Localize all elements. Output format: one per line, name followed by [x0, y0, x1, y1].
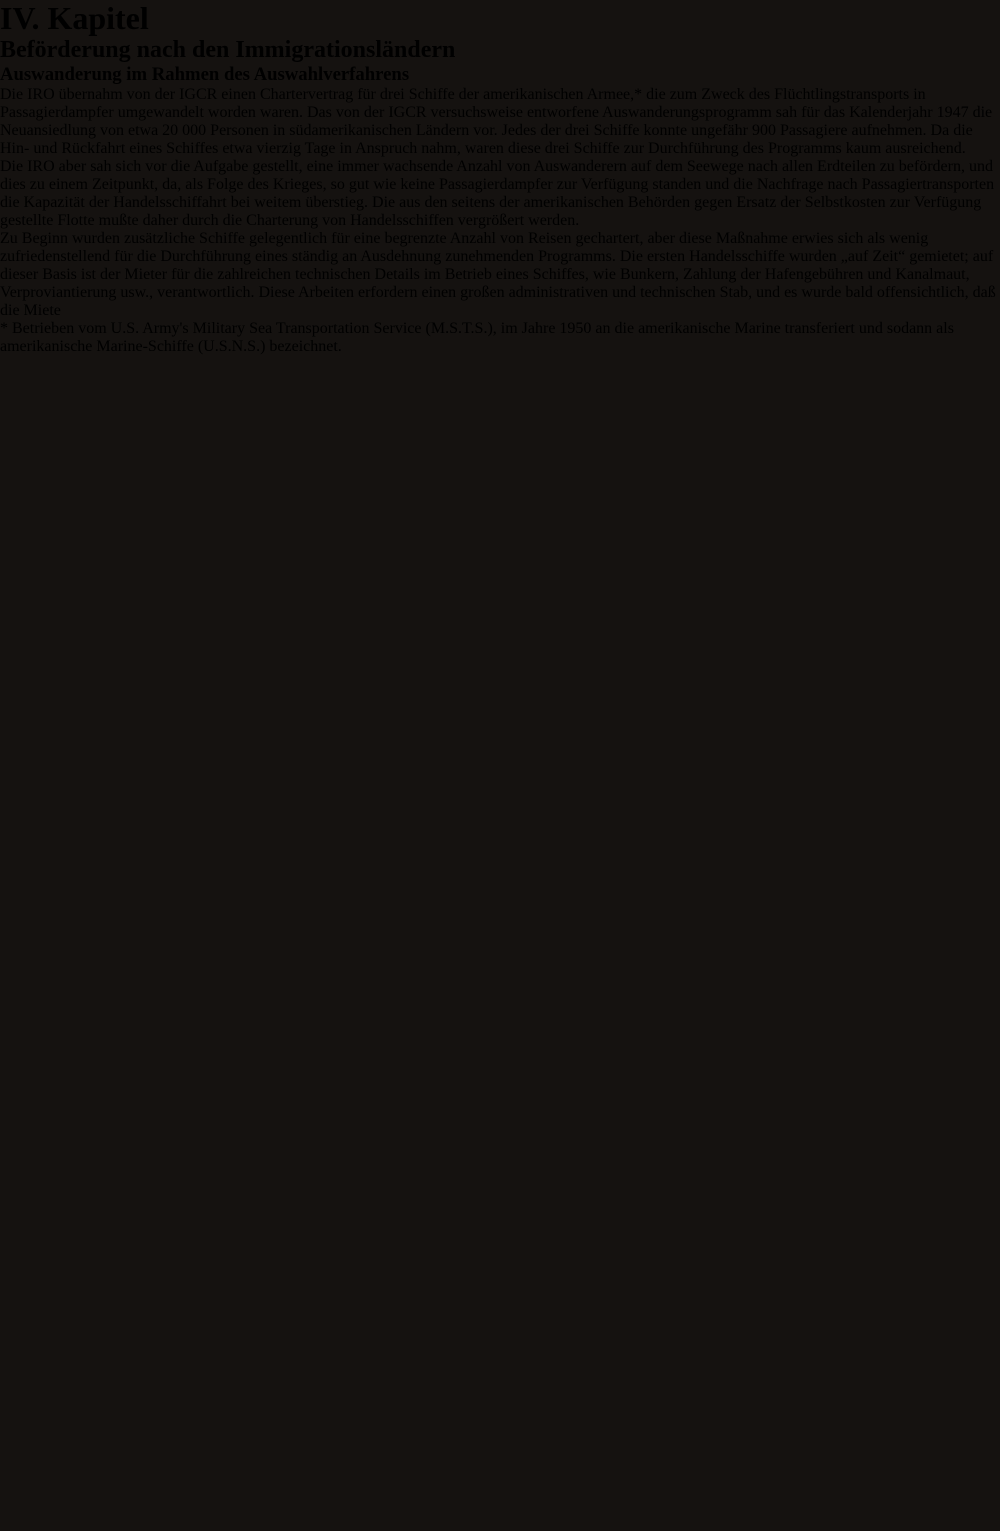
paragraph-1: Die IRO übernahm von der IGCR einen Chartervertrag für drei Schiffe der amerikanischen Armee,* die zum Zweck des Flüchtlingstransports in Passagierdampfer umgewandelt worden waren. Das von der IGCR versuchsweise entworfene Auswanderungsprogramm sah für das Kalenderjahr 1947 die Neuansiedlung von etwa 20 000 Personen in südamerikanischen Ländern vor. Jedes der drei Schiffe konnte ungefähr 900 Passagiere aufnehmen. Da die Hin- und Rückfahrt eines Schiffes etwa vierzig Tage in Anspruch nahm, waren diese drei Schiffe zur Durchführung des Programms kaum ausreichend.	[0, 86, 993, 157]
body-text	[0, 86, 1000, 320]
chapter-title: IV. Kapitel	[0, 0, 149, 36]
footnote-block	[0, 320, 1000, 356]
footnote: * Betrieben vom U.S. Army's Military Sea Transportation Service (M.S.T.S.), im Jahre 1950 an die amerikanische Marine transferiert und sodann als amerikanische Marine-Schiffe (U.S.N.S.) bezeichnet.	[0, 320, 954, 355]
chapter-heading: Beförderung nach den Immigrationsländern	[0, 37, 456, 63]
section-subheading: Auswanderung im Rahmen des Auswahlverfahrens	[0, 64, 410, 85]
paragraph-2: Die IRO aber sah sich vor die Aufgabe gestellt, eine immer wachsende Anzahl von Auswanderern auf dem Seewege nach allen Erdteilen zu befördern, und dies zu einem Zeitpunkt, da, als Folge des Krieges, so gut wie keine Passagierdampfer zur Verfügung standen und die Nachfrage nach Passagiertransporten die Kapazität der Handelsschiffahrt bei weitem überstieg. Die aus den seitens der amerikanischen Behörden gegen Ersatz der Selbstkosten zur Verfügung gestellte Flotte mußte daher durch die Charterung von Handelsschiffen vergrößert werden.	[0, 158, 995, 229]
paragraph-3: Zu Beginn wurden zusätzliche Schiffe gelegentlich für eine begrenzte Anzahl von Reisen gechartert, aber diese Maßnahme erwies sich als wenig zufriedenstellend für die Durchführung eines ständig an Ausdehnung zunehmenden Programms. Die ersten Handelsschiffe wurden „auf Zeit“ gemietet; auf dieser Basis ist der Mieter für die zahlreichen technischen Details im Betrieb eines Schiffes, wie Bunkern, Zahlung der Hafengebühren und Kanalmaut, Verproviantierung usw., verantwortlich. Diese Arbeiten erfordern einen großen administrativen und technischen Stab, und es wurde bald offensichtlich, daß die Miete	[0, 230, 996, 319]
page-content	[0, 0, 1000, 320]
book-page	[0, 0, 1000, 356]
